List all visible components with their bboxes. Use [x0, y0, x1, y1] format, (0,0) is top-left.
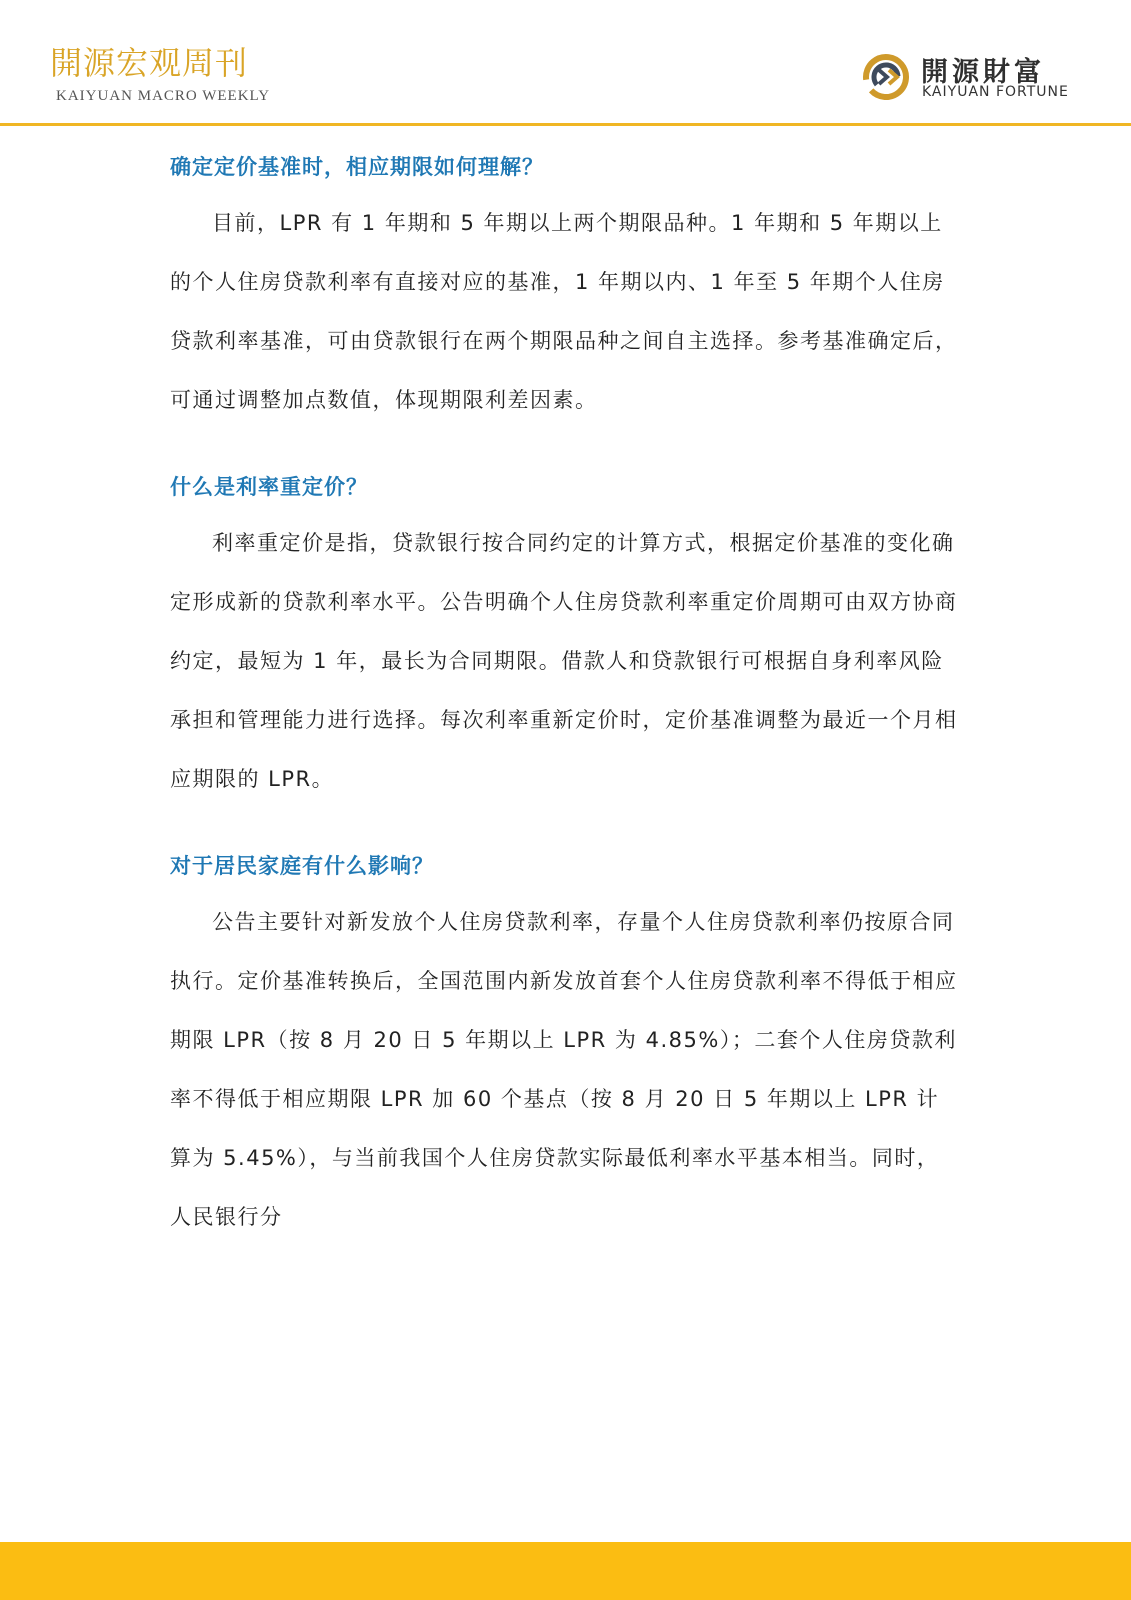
section-paragraph: 利率重定价是指，贷款银行按合同约定的计算方式，根据定价基准的变化确定形成新的贷款利率水平。公告明确个人住房贷款利率重定价周期可由双方协商约定，最短为 1 年，最长为合同期限。借款人和贷款银行可根据自身利率风险承担和管理能力进行选择。每次利率重新定价时，定价基准调整为最近一个月相应期限的 LPR。: [170, 531, 958, 791]
logo-text-cn: 開源財富: [921, 57, 1045, 88]
logo-text-en: KAIYUAN FORTUNE: [922, 84, 1069, 100]
logo-mark-icon: [861, 52, 911, 102]
section-heading: 确定定价基准时，相应期限如何理解？: [170, 155, 544, 179]
section-paragraph: 公告主要针对新发放个人住房贷款利率，存量个人住房贷款利率仍按原合同执行。定价基准转换后，全国范围内新发放首套个人住房贷款利率不得低于相应期限 LPR（按 8 月 20 日 5 年期以上 LPR 为 4.85%）；二套个人住房贷款利率不得低于相应期限 LPR 加 60 个基点（按 8 月 20 日 5 年期以上 LPR 计算为 5.45%），与当前我国个人住房贷款实际最低利率水平基本相当。同时，人民银行分: [170, 910, 958, 1229]
kaiyuan-fortune-logo: [861, 48, 1081, 108]
page-header: [0, 0, 1131, 126]
brand-subtitle: KAIYUAN MACRO WEEKLY: [56, 88, 271, 104]
section-heading: 对于居民家庭有什么影响？: [170, 854, 434, 878]
page-footer-bar: [0, 1542, 1131, 1600]
brand-title: 開源宏观周刊: [50, 44, 249, 82]
section-heading: 什么是利率重定价？: [170, 475, 368, 499]
section-household-impact: [170, 851, 960, 1247]
article-body: [170, 140, 960, 1289]
section-paragraph: 目前，LPR 有 1 年期和 5 年期以上两个期限品种。1 年期和 5 年期以上的个人住房贷款利率有直接对应的基准，1 年期以内、1 年至 5 年期个人住房贷款利率基准，可由贷款银行在两个期限品种之间自主选择。参考基准确定后，可通过调整加点数值，体现期限利差因素。: [170, 211, 958, 412]
section-repricing: [170, 472, 960, 809]
section-term-benchmark: [170, 152, 960, 430]
